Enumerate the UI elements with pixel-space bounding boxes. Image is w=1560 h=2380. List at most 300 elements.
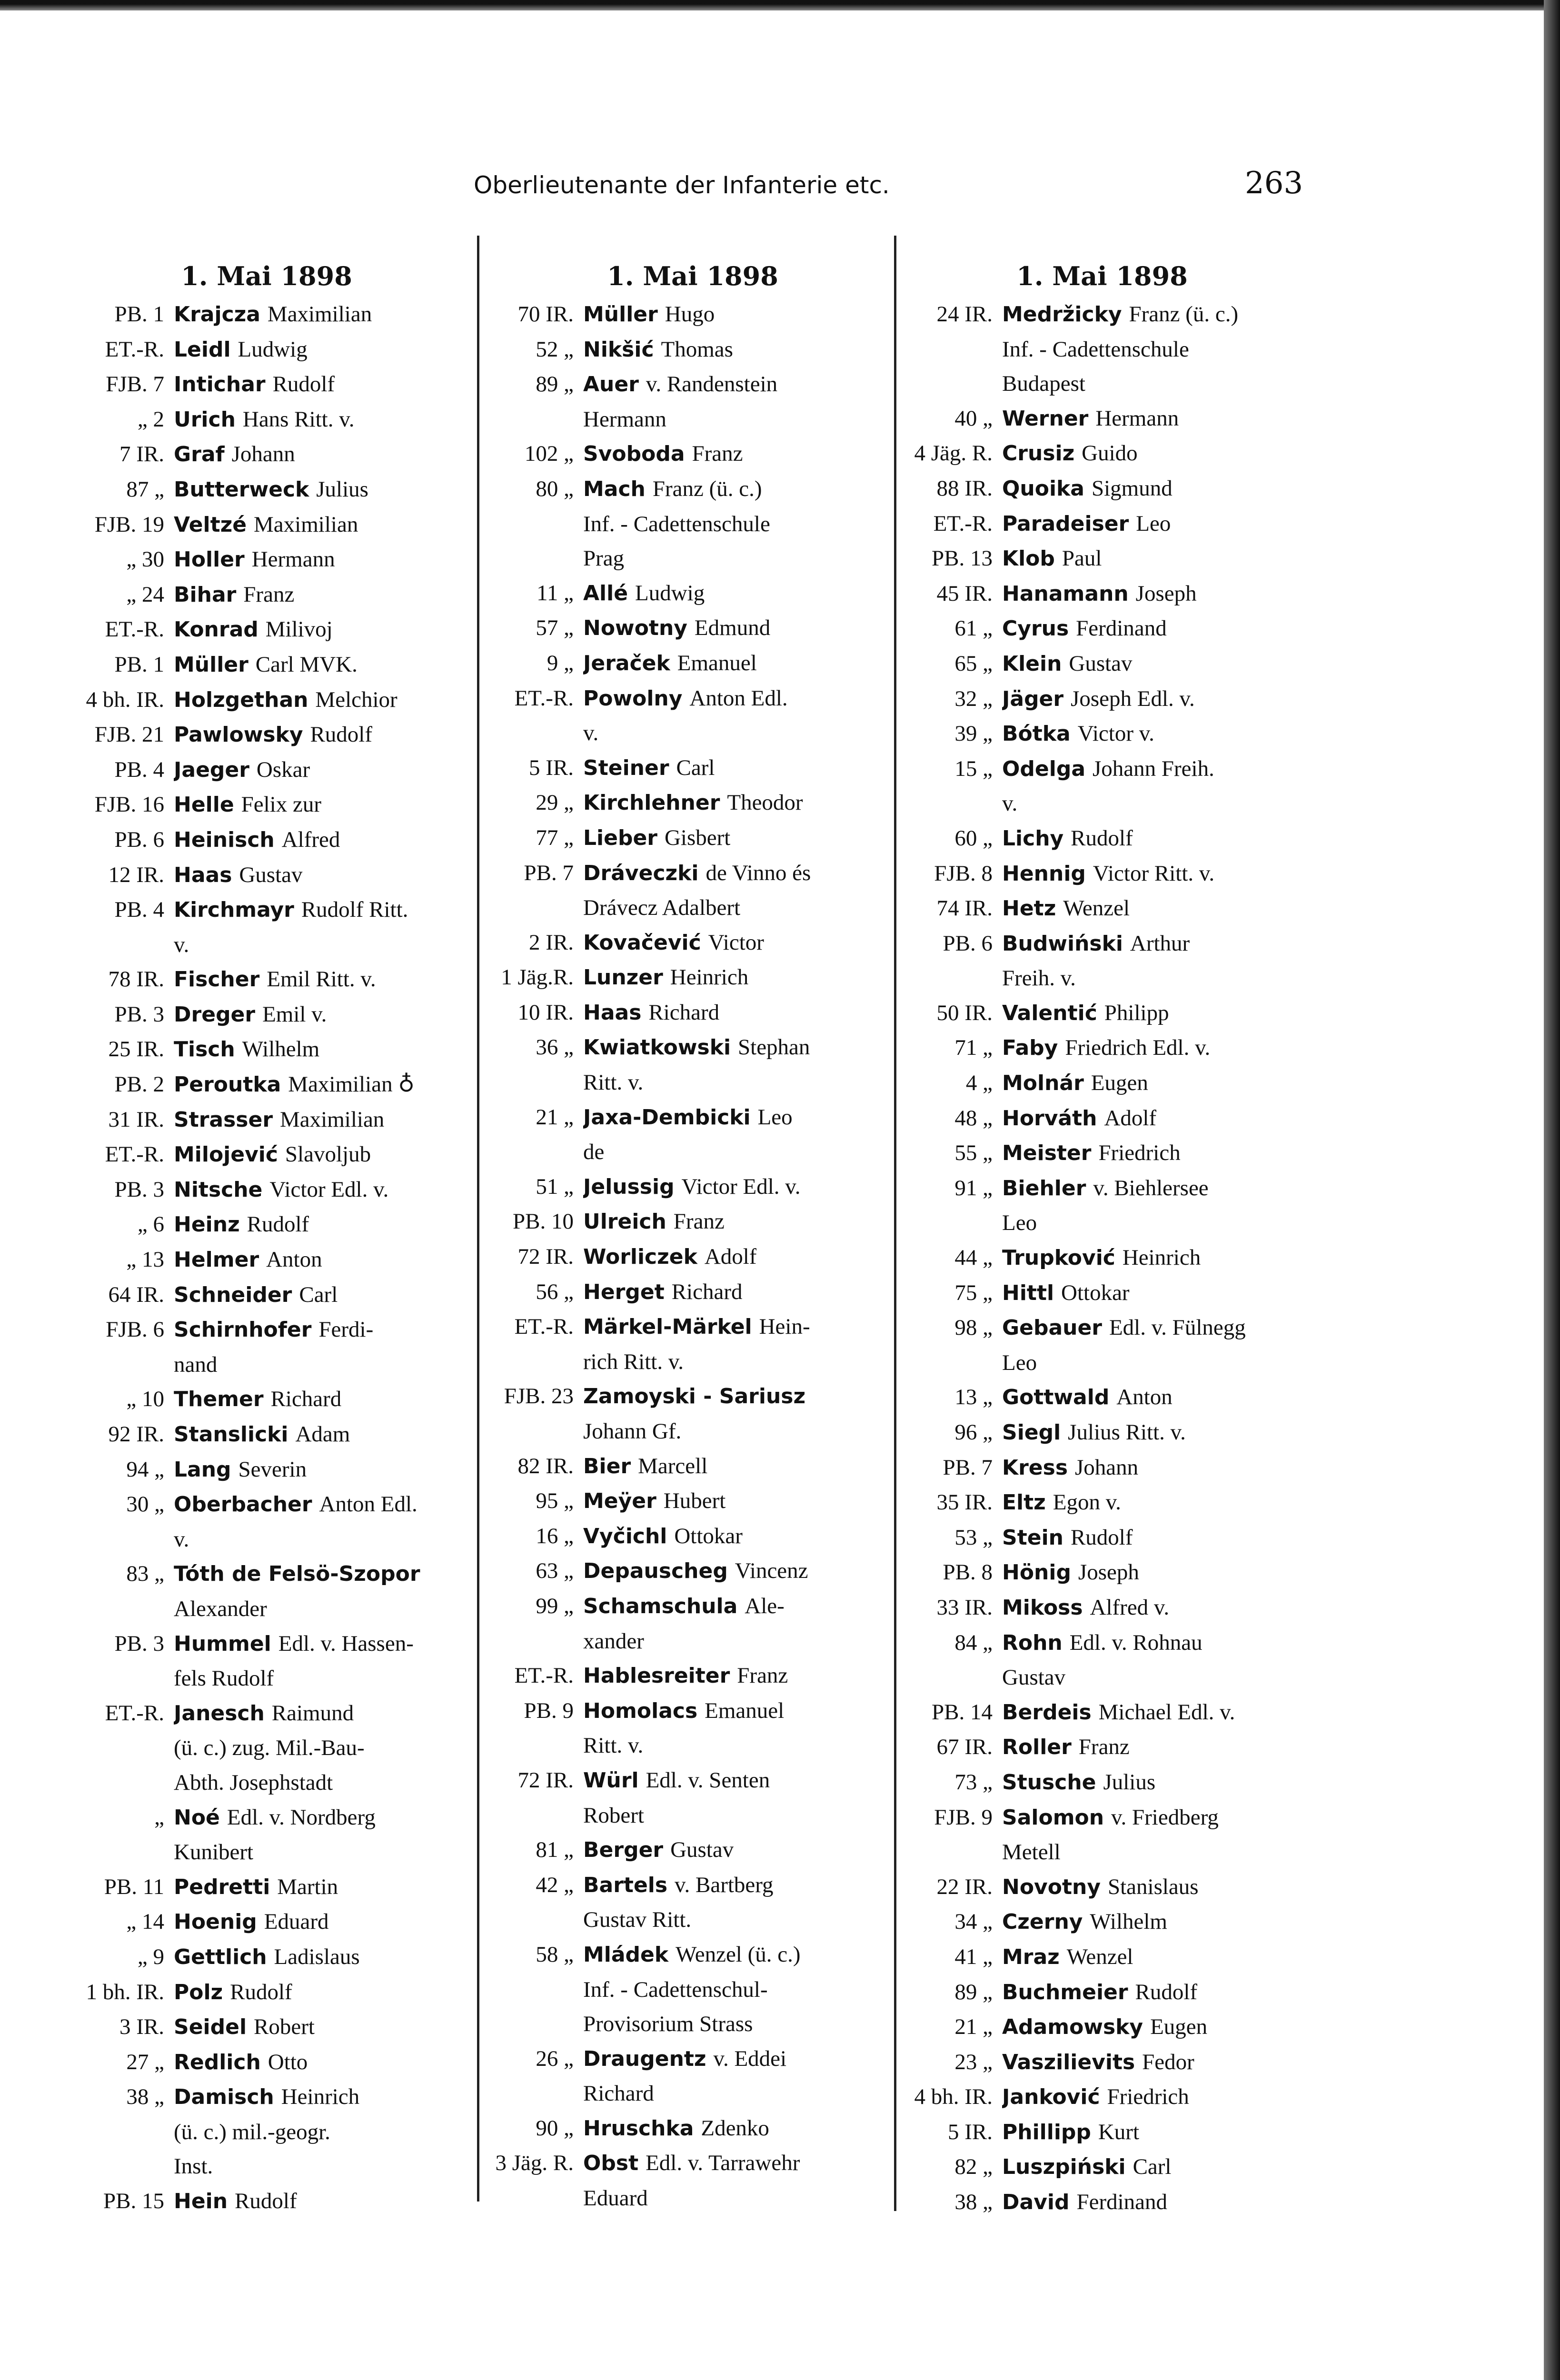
given-name: Rudolf (310, 722, 373, 747)
surname: Crusiz (1002, 441, 1075, 466)
given-name: Thomas (661, 337, 733, 362)
list-item (62, 507, 471, 543)
given-name: Anton Edl. (689, 685, 788, 711)
unit-designation: 89 „ (954, 1979, 993, 2004)
list-item (897, 1695, 1307, 1730)
officer-name (583, 1833, 734, 1868)
unit-designation: ET.-R. (105, 337, 164, 362)
surname: Hittl (1002, 1280, 1054, 1305)
given-name: Hubert (663, 1488, 726, 1514)
list-item (897, 2150, 1307, 2185)
surname: Nowotny (583, 616, 687, 641)
list-item (486, 1100, 900, 1135)
officer-name (583, 1937, 801, 1973)
officer-name (1002, 1590, 1169, 1626)
unit-designation: 92 IR. (108, 1422, 164, 1447)
list-item (486, 2111, 900, 2146)
officer-name (174, 1452, 307, 1488)
surname: Schamschula (583, 1594, 738, 1618)
officer-name (583, 1484, 725, 1519)
unit-designation: 99 „ (536, 1593, 574, 1618)
list-item (897, 2045, 1307, 2080)
unit-designation: 64 IR. (108, 1282, 164, 1307)
unit-designation: 70 IR. (517, 302, 574, 327)
entry-continuation (897, 1346, 1307, 1380)
continuation-line: (ü. c.) zug. Mil.-Bau- (174, 1735, 365, 1761)
officer-name (174, 1032, 319, 1067)
unit-designation: PB. 14 (932, 1699, 993, 1725)
surname: Bótka (1002, 722, 1071, 746)
officer-name (1002, 1450, 1138, 1486)
officer-name (174, 1626, 414, 1662)
officer-name (583, 1519, 743, 1554)
list-item (897, 2010, 1307, 2045)
surname: Mraz (1002, 1944, 1060, 1969)
given-name: Julius (1103, 1769, 1156, 1795)
list-item (486, 1763, 900, 1798)
list-item (486, 1240, 900, 1275)
given-name: Joseph (1078, 1560, 1139, 1585)
list-item (62, 1242, 471, 1278)
given-name: Felix zur (241, 792, 322, 817)
list-item (897, 1730, 1307, 1765)
surname: Graf (174, 442, 225, 467)
given-name: Emanuel (705, 1698, 785, 1723)
list-item (62, 1626, 471, 1662)
officer-name (174, 1904, 328, 1940)
entry-continuation (62, 1348, 471, 1382)
list-item (62, 332, 471, 367)
given-name: Anton (1116, 1385, 1172, 1410)
officer-name (174, 367, 335, 402)
surname: Hoenig (174, 1910, 257, 1934)
given-name: Joseph (1135, 581, 1197, 606)
given-name: Oskar (256, 757, 310, 782)
list-item (897, 1415, 1307, 1450)
given-name: Eugen (1150, 2014, 1208, 2040)
given-name: Edl. v. Rohnau (1069, 1630, 1202, 1655)
given-name: Milivoj (265, 617, 333, 642)
given-name: Sigmund (1091, 476, 1172, 501)
given-name: Guido (1082, 441, 1138, 466)
given-name: Gustav (239, 862, 303, 887)
officer-name (583, 995, 719, 1031)
continuation-line: Robert (583, 1803, 644, 1828)
surname: Klein (1002, 651, 1062, 676)
surname: Berger (583, 1838, 664, 1863)
list-item (897, 611, 1307, 646)
list-item (897, 1310, 1307, 1346)
surname: Tóth de Felsö-Szopor (174, 1562, 420, 1587)
unit-designation: „ (154, 1805, 164, 1830)
officer-name (583, 1240, 756, 1275)
surname: Nitsche (174, 1177, 263, 1202)
entry-continuation (486, 1624, 900, 1659)
unit-designation: PB. 11 (104, 1874, 164, 1899)
given-name: Alfred v. (1090, 1595, 1170, 1620)
given-name: Leo (1136, 511, 1171, 536)
list-item (486, 925, 900, 961)
given-name: Heinrich (670, 965, 749, 990)
officer-name (174, 787, 321, 823)
officer-name (174, 1242, 322, 1278)
list-item (897, 1136, 1307, 1171)
unit-designation: 31 IR. (108, 1107, 164, 1132)
officer-name (174, 1800, 376, 1835)
given-name: Franz (ü. c.) (652, 476, 762, 501)
unit-designation: PB. 6 (943, 931, 993, 956)
surname: Herget (583, 1279, 665, 1304)
officer-name (583, 960, 748, 995)
given-name: Friedrich Edl. v. (1065, 1035, 1211, 1061)
unit-designation: 30 „ (126, 1492, 164, 1517)
given-name: Franz (243, 582, 295, 607)
officer-name (174, 962, 376, 997)
given-name: Carl (1133, 2154, 1172, 2180)
entry-continuation (486, 1345, 900, 1379)
given-name: Friedrich (1107, 2084, 1189, 2110)
given-name: Otto (268, 2049, 308, 2074)
list-item (486, 1554, 900, 1589)
list-item (486, 297, 900, 332)
unit-designation: 4 „ (965, 1071, 993, 1096)
unit-designation: PB. 7 (524, 860, 574, 885)
given-name: Philipp (1104, 1000, 1169, 1025)
unit-designation: 5 IR. (948, 2119, 993, 2144)
officer-name (1002, 926, 1190, 962)
unit-designation: 33 IR. (936, 1595, 993, 1620)
officer-name (1002, 1066, 1148, 1101)
unit-designation: 75 „ (954, 1280, 993, 1305)
surname: Gottwald (1002, 1385, 1110, 1410)
list-column-3 (897, 257, 1307, 2220)
surname: Meister (1002, 1141, 1092, 1166)
surname: Ulreich (583, 1210, 666, 1234)
unit-designation: 95 „ (536, 1488, 574, 1514)
list-item (62, 1278, 471, 1313)
unit-designation: 82 „ (954, 2154, 993, 2180)
officer-name (583, 1658, 788, 1694)
continuation-line: nand (174, 1352, 218, 1377)
given-name: Richard (671, 1279, 743, 1304)
given-name: Slavoljub (285, 1142, 371, 1167)
officer-name (174, 1487, 417, 1522)
officer-name (174, 753, 310, 788)
given-name: Stanislaus (1107, 1874, 1199, 1899)
given-name: Severin (238, 1457, 307, 1482)
officer-name (583, 332, 733, 367)
given-name: v. Eddei (713, 2046, 787, 2071)
surname: Depauscheg (583, 1559, 728, 1584)
unit-designation: FJB. 9 (934, 1805, 993, 1830)
officer-name (1002, 1136, 1181, 1171)
surname: Worliczek (583, 1245, 697, 1269)
unit-designation: FJB. 16 (94, 792, 164, 817)
officer-name (174, 1278, 338, 1313)
list-item (897, 856, 1307, 892)
officer-name (1002, 1555, 1139, 1590)
unit-designation: 2 IR. (529, 930, 574, 955)
given-name: Gustav (670, 1837, 734, 1863)
officer-name (174, 577, 294, 613)
given-name: Ottokar (674, 1523, 743, 1548)
continuation-line: Inf. - Cadettenschule (1002, 337, 1189, 362)
unit-designation: „ 9 (137, 1944, 164, 1969)
officer-name (583, 2111, 769, 2146)
surname: Mládek (583, 1942, 669, 1967)
unit-designation: 1 bh. IR. (86, 1979, 164, 2004)
scan-edge-right (1544, 0, 1560, 2380)
officer-name (1002, 1975, 1197, 2010)
unit-designation: 53 „ (954, 1525, 993, 1550)
list-item (897, 1101, 1307, 1136)
given-name: Martin (277, 1874, 338, 1899)
officer-name (583, 1449, 707, 1484)
officer-name (583, 2146, 800, 2181)
given-name: v. Randenstein (646, 372, 778, 397)
column-date-heading: 1. Mai 1898 (1016, 261, 1188, 291)
officer-name (174, 2080, 359, 2115)
list-item (62, 1975, 471, 2010)
given-name: Rudolf Ritt. (301, 897, 408, 922)
list-item (486, 681, 900, 716)
unit-designation: „ 30 (126, 547, 164, 572)
officer-name (1002, 541, 1102, 576)
surname: Hablesreiter (583, 1664, 730, 1688)
continuation-line: v. (174, 932, 189, 957)
officer-name (583, 925, 764, 961)
list-item (897, 821, 1307, 856)
officer-name (583, 821, 730, 856)
list-item (486, 751, 900, 786)
officer-name (174, 2184, 297, 2219)
given-name: Hugo (665, 302, 715, 327)
officer-name (583, 1554, 808, 1589)
surname: Kirchlehner (583, 791, 720, 815)
officer-name (1002, 1310, 1246, 1346)
continuation-line: fels Rudolf (174, 1666, 274, 1691)
unit-designation: 77 „ (536, 825, 574, 850)
officer-name (1002, 2080, 1189, 2115)
officer-name (1002, 1695, 1235, 1730)
surname: Berdeis (1002, 1700, 1092, 1725)
surname: Paradeiser (1002, 511, 1129, 536)
officer-name (174, 1417, 350, 1452)
surname: Kwiatkowski (583, 1035, 731, 1060)
given-name: de Vinno és (705, 860, 811, 885)
officer-name (1002, 1380, 1172, 1415)
unit-designation: PB. 3 (114, 1631, 164, 1656)
continuation-line: Metell (1002, 1840, 1061, 1865)
continuation-line: Gustav (1002, 1665, 1066, 1690)
surname: Faby (1002, 1036, 1058, 1061)
unit-designation: 74 IR. (936, 896, 993, 921)
surname: Lieber (583, 825, 657, 850)
officer-name (1002, 1520, 1133, 1556)
continuation-line: Prag (583, 546, 625, 571)
surname: Budwiński (1002, 931, 1123, 956)
officer-name (174, 1172, 388, 1208)
list-item (486, 1658, 900, 1694)
surname: Leidl (174, 337, 231, 362)
scan-edge-top (0, 0, 1560, 10)
officer-name (1002, 1415, 1186, 1450)
unit-designation: 73 „ (954, 1769, 993, 1795)
unit-designation: 65 „ (954, 651, 993, 676)
unit-designation: 58 „ (536, 1942, 574, 1967)
surname: Oberbacher (174, 1492, 312, 1517)
surname: Luszpiński (1002, 2155, 1126, 2180)
given-name: Adolf (704, 1244, 757, 1269)
unit-designation: 67 IR. (936, 1735, 993, 1760)
list-item (897, 1485, 1307, 1520)
officer-name (174, 997, 327, 1032)
list-item (897, 471, 1307, 506)
officer-name (174, 717, 372, 753)
column-date-heading: 1. Mai 1898 (181, 261, 352, 291)
surname: Cyrus (1002, 616, 1069, 641)
surname: Krajcza (174, 302, 260, 327)
unit-designation: 50 IR. (936, 1000, 993, 1025)
unit-designation: FJB. 21 (94, 722, 164, 747)
given-name: Maximilian ♁ (288, 1072, 415, 1097)
unit-designation: 35 IR. (936, 1490, 993, 1515)
unit-designation: PB. 8 (943, 1560, 993, 1585)
surname: Müller (583, 302, 658, 327)
officer-name (583, 785, 803, 821)
given-name: Theodor (727, 790, 803, 815)
given-name: Arthur (1130, 931, 1190, 956)
list-item (62, 823, 471, 858)
list-item (486, 2042, 900, 2077)
entry-continuation (486, 1798, 900, 1833)
surname: Hönig (1002, 1560, 1071, 1585)
list-item (897, 1031, 1307, 1066)
list-item (897, 506, 1307, 542)
officer-name (174, 683, 397, 718)
surname: Bihar (174, 582, 237, 607)
unit-designation: PB. 13 (932, 546, 993, 571)
unit-designation: 32 „ (954, 686, 993, 711)
given-name: Wenzel (ü. c.) (676, 1942, 801, 1967)
officer-name (174, 542, 335, 577)
officer-name (174, 1312, 373, 1348)
unit-designation: PB. 3 (114, 1002, 164, 1027)
given-name: Emanuel (677, 650, 757, 675)
entry-continuation (897, 961, 1307, 996)
list-item (62, 717, 471, 753)
given-name: Michael Edl. v. (1098, 1699, 1235, 1725)
list-item (897, 1975, 1307, 2010)
surname: Schneider (174, 1282, 292, 1307)
unit-designation: PB. 1 (114, 652, 164, 677)
unit-designation: ET.-R. (514, 1663, 574, 1688)
unit-designation: 98 „ (954, 1315, 993, 1340)
surname: Haas (583, 1000, 642, 1025)
surname: Gettlich (174, 1944, 267, 1969)
list-item (897, 1380, 1307, 1415)
officer-name (1002, 1800, 1219, 1835)
officer-name (174, 472, 368, 507)
list-item (897, 716, 1307, 752)
surname: Stusche (1002, 1770, 1096, 1795)
unit-designation: 83 „ (126, 1561, 164, 1587)
surname: Mach (583, 476, 646, 501)
officer-name (1002, 297, 1238, 332)
list-item (62, 472, 471, 507)
list-item (486, 367, 900, 402)
given-name: Victor Edl. v. (681, 1174, 801, 1199)
unit-designation: 52 „ (536, 337, 574, 362)
list-item (486, 1170, 900, 1205)
given-name: Edl. v. Senten (646, 1767, 770, 1793)
list-item (62, 1800, 471, 1835)
unit-designation: 12 IR. (108, 862, 164, 887)
given-name: Rudolf (230, 1979, 292, 2004)
given-name: Edl. v. Nordberg (227, 1805, 376, 1830)
unit-designation: 44 „ (954, 1245, 993, 1270)
list-item (62, 753, 471, 788)
list-item (486, 821, 900, 856)
continuation-line: v. (1002, 791, 1018, 816)
given-name: Heinrich (281, 2084, 360, 2110)
unit-designation: 88 IR. (936, 476, 993, 501)
officer-name (174, 647, 358, 683)
unit-designation: PB. 4 (114, 757, 164, 782)
surname: Damisch (174, 2085, 274, 2110)
unit-designation: 15 „ (954, 756, 993, 781)
continuation-line: Inf. - Cadettenschul- (583, 1977, 768, 2002)
list-item (897, 1450, 1307, 1486)
continuation-line: Richard (583, 2081, 654, 2106)
unit-designation: 3 Jäg. R. (495, 2151, 574, 2176)
officer-name (174, 1940, 360, 1975)
list-item (62, 2045, 471, 2080)
continuation-line: Ritt. v. (583, 1070, 644, 1095)
unit-designation: 7 IR. (119, 442, 164, 467)
officer-name (1002, 1730, 1130, 1765)
unit-designation: „ 24 (126, 582, 164, 607)
surname: Urich (174, 407, 236, 432)
list-item (486, 1484, 900, 1519)
unit-designation: PB. 10 (513, 1209, 574, 1234)
officer-name (583, 751, 715, 786)
surname: Würl (583, 1768, 639, 1793)
entry-continuation (486, 1065, 900, 1100)
continuation-line: xander (583, 1628, 644, 1654)
given-name: Rudolf (235, 2189, 297, 2214)
officer-name (1002, 1101, 1156, 1136)
continuation-line: rich Ritt. v. (583, 1349, 684, 1374)
unit-designation: 5 IR. (529, 755, 574, 780)
officer-name (583, 646, 757, 681)
list-item (486, 1449, 900, 1484)
given-name: Emil Ritt. v. (267, 967, 376, 992)
officer-name (583, 1275, 742, 1310)
given-name: Richard (270, 1387, 342, 1412)
surname: Bartels (583, 1873, 668, 1897)
unit-designation: FJB. 8 (934, 861, 993, 886)
list-item (897, 1626, 1307, 1661)
continuation-line: Provisorium Strass (583, 2012, 753, 2037)
unit-designation: 81 „ (536, 1837, 574, 1863)
unit-designation: 80 „ (536, 476, 574, 501)
list-column-2 (486, 257, 900, 2216)
unit-designation: 27 „ (126, 2049, 164, 2074)
unit-designation: 72 IR. (517, 1244, 574, 1269)
list-item (62, 577, 471, 613)
list-item (486, 576, 900, 611)
